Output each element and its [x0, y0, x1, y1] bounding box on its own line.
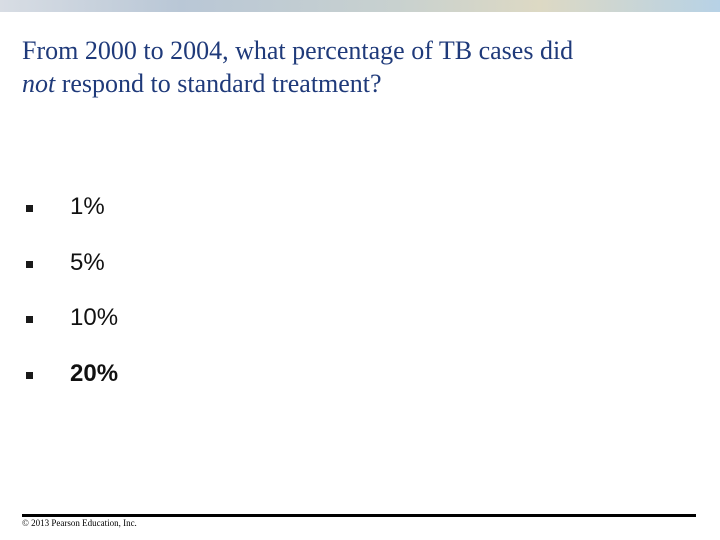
title-line-2: respond to standard treatment?	[55, 69, 382, 98]
copyright-notice: © 2013 Pearson Education, Inc.	[22, 518, 137, 528]
title-emphasis: not	[22, 69, 56, 98]
answer-option-3	[26, 303, 118, 333]
square-bullet-icon	[26, 261, 33, 268]
square-bullet-icon	[26, 372, 33, 379]
answer-option-label: 10%	[70, 304, 119, 331]
answer-option-4	[26, 359, 118, 389]
square-bullet-icon	[26, 205, 33, 212]
answer-option-label: 5%	[70, 249, 105, 276]
answer-option-2	[26, 248, 105, 278]
footer-divider	[22, 514, 696, 517]
slide-title	[22, 34, 702, 100]
answer-option-label: 1%	[70, 193, 105, 220]
answer-option-label: 20%	[70, 360, 119, 387]
answer-option-1	[26, 192, 105, 222]
header-gradient-bar	[0, 0, 720, 12]
title-line-1: From 2000 to 2004, what percentage of TB cases did	[22, 36, 574, 65]
square-bullet-icon	[26, 316, 33, 323]
